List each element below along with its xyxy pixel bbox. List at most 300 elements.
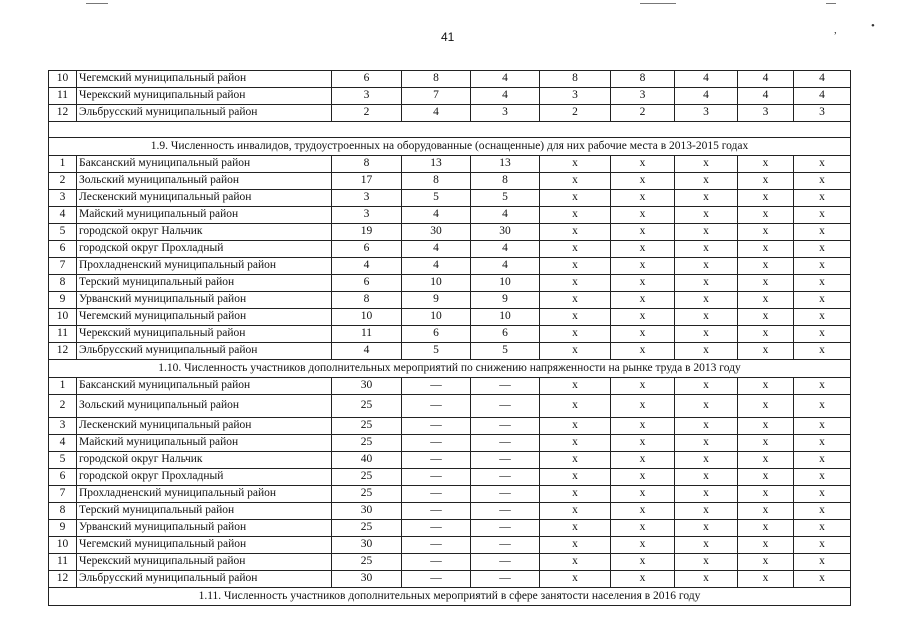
district-name: Зольский муниципальный район bbox=[77, 173, 332, 190]
value-cell: x bbox=[611, 241, 675, 258]
value-cell: 4 bbox=[471, 241, 540, 258]
value-cell: x bbox=[675, 537, 738, 554]
district-name: Черекский муниципальный район bbox=[77, 326, 332, 343]
value-cell: 13 bbox=[402, 156, 471, 173]
value-cell: 25 bbox=[332, 395, 402, 418]
value-cell: x bbox=[738, 309, 794, 326]
value-cell: 25 bbox=[332, 520, 402, 537]
value-cell: x bbox=[611, 343, 675, 360]
value-cell: x bbox=[540, 343, 611, 360]
value-cell: x bbox=[794, 571, 851, 588]
value-cell: 8 bbox=[471, 173, 540, 190]
value-cell: x bbox=[738, 207, 794, 224]
value-cell: 4 bbox=[738, 71, 794, 88]
value-cell: x bbox=[540, 309, 611, 326]
value-cell: 25 bbox=[332, 469, 402, 486]
value-cell: x bbox=[738, 292, 794, 309]
value-cell: 4 bbox=[794, 71, 851, 88]
table-row bbox=[49, 520, 851, 537]
value-cell: x bbox=[540, 395, 611, 418]
value-cell: x bbox=[611, 520, 675, 537]
row-number: 5 bbox=[49, 224, 77, 241]
row-number: 5 bbox=[49, 452, 77, 469]
value-cell: x bbox=[675, 554, 738, 571]
value-cell: x bbox=[675, 207, 738, 224]
value-cell: 30 bbox=[471, 224, 540, 241]
value-cell: x bbox=[738, 258, 794, 275]
value-cell: 11 bbox=[332, 326, 402, 343]
row-number: 1 bbox=[49, 156, 77, 173]
value-cell: x bbox=[675, 258, 738, 275]
value-cell: x bbox=[794, 452, 851, 469]
value-cell: 3 bbox=[794, 105, 851, 122]
value-cell: x bbox=[794, 207, 851, 224]
table-row bbox=[49, 326, 851, 343]
value-cell: x bbox=[675, 173, 738, 190]
value-cell: 10 bbox=[402, 275, 471, 292]
value-cell: x bbox=[540, 241, 611, 258]
value-cell: 40 bbox=[332, 452, 402, 469]
table-row bbox=[49, 173, 851, 190]
section-heading: 1.11. Численность участников дополнительных мероприятий в сфере занятости населения в 2016 году bbox=[49, 588, 851, 606]
table-row bbox=[49, 71, 851, 88]
table-row bbox=[49, 571, 851, 588]
value-cell: 4 bbox=[471, 207, 540, 224]
district-name: Чегемский муниципальный район bbox=[77, 537, 332, 554]
value-cell: — bbox=[471, 520, 540, 537]
value-cell: — bbox=[471, 395, 540, 418]
row-number: 4 bbox=[49, 435, 77, 452]
value-cell: x bbox=[675, 418, 738, 435]
section-heading-row bbox=[49, 588, 851, 606]
value-cell: x bbox=[794, 418, 851, 435]
value-cell: — bbox=[402, 554, 471, 571]
value-cell: x bbox=[540, 275, 611, 292]
table-row bbox=[49, 292, 851, 309]
value-cell: x bbox=[675, 343, 738, 360]
value-cell: x bbox=[738, 326, 794, 343]
value-cell: x bbox=[738, 435, 794, 452]
value-cell: 25 bbox=[332, 554, 402, 571]
table-row bbox=[49, 241, 851, 258]
row-number: 9 bbox=[49, 520, 77, 537]
value-cell: 13 bbox=[471, 156, 540, 173]
value-cell: x bbox=[675, 378, 738, 395]
table-row bbox=[49, 486, 851, 503]
value-cell: 8 bbox=[332, 156, 402, 173]
value-cell: x bbox=[540, 190, 611, 207]
value-cell: 4 bbox=[402, 258, 471, 275]
value-cell: x bbox=[540, 469, 611, 486]
table-row bbox=[49, 207, 851, 224]
value-cell: 5 bbox=[471, 190, 540, 207]
value-cell: x bbox=[540, 378, 611, 395]
value-cell: 2 bbox=[332, 105, 402, 122]
district-name: Урванский муниципальный район bbox=[77, 292, 332, 309]
value-cell: — bbox=[471, 418, 540, 435]
value-cell: x bbox=[611, 537, 675, 554]
value-cell: x bbox=[611, 452, 675, 469]
row-number: 8 bbox=[49, 275, 77, 292]
value-cell: x bbox=[611, 554, 675, 571]
value-cell: 10 bbox=[402, 309, 471, 326]
table-row bbox=[49, 190, 851, 207]
value-cell: x bbox=[540, 207, 611, 224]
value-cell: 6 bbox=[332, 241, 402, 258]
value-cell: x bbox=[738, 571, 794, 588]
value-cell: 4 bbox=[471, 258, 540, 275]
value-cell: — bbox=[402, 395, 471, 418]
value-cell: x bbox=[794, 378, 851, 395]
district-name: Майский муниципальный район bbox=[77, 207, 332, 224]
blank-cell bbox=[49, 122, 851, 138]
value-cell: — bbox=[471, 537, 540, 554]
value-cell: 3 bbox=[540, 88, 611, 105]
value-cell: x bbox=[611, 418, 675, 435]
value-cell: 9 bbox=[402, 292, 471, 309]
value-cell: x bbox=[540, 258, 611, 275]
value-cell: — bbox=[471, 554, 540, 571]
district-name: Чегемский муниципальный район bbox=[77, 71, 332, 88]
value-cell: x bbox=[738, 554, 794, 571]
value-cell: 30 bbox=[332, 571, 402, 588]
value-cell: 8 bbox=[402, 71, 471, 88]
value-cell: 5 bbox=[402, 343, 471, 360]
section-heading-row bbox=[49, 138, 851, 156]
value-cell: 8 bbox=[402, 173, 471, 190]
value-cell: 3 bbox=[332, 88, 402, 105]
district-name: Зольский муниципальный район bbox=[77, 395, 332, 418]
value-cell: x bbox=[738, 275, 794, 292]
table-row bbox=[49, 469, 851, 486]
value-cell: — bbox=[471, 435, 540, 452]
value-cell: x bbox=[738, 418, 794, 435]
value-cell: x bbox=[738, 486, 794, 503]
district-name: городской округ Прохладный bbox=[77, 241, 332, 258]
value-cell: x bbox=[738, 520, 794, 537]
row-number: 3 bbox=[49, 190, 77, 207]
value-cell: x bbox=[738, 173, 794, 190]
value-cell: 4 bbox=[675, 88, 738, 105]
value-cell: x bbox=[675, 452, 738, 469]
value-cell: x bbox=[738, 395, 794, 418]
table-row bbox=[49, 537, 851, 554]
value-cell: x bbox=[794, 275, 851, 292]
value-cell: x bbox=[738, 343, 794, 360]
value-cell: x bbox=[540, 571, 611, 588]
value-cell: 25 bbox=[332, 486, 402, 503]
value-cell: x bbox=[794, 503, 851, 520]
row-number: 12 bbox=[49, 105, 77, 122]
value-cell: 9 bbox=[471, 292, 540, 309]
table-row bbox=[49, 156, 851, 173]
value-cell: 10 bbox=[332, 309, 402, 326]
value-cell: 4 bbox=[738, 88, 794, 105]
district-name: Лескенский муниципальный район bbox=[77, 190, 332, 207]
value-cell: x bbox=[611, 395, 675, 418]
value-cell: 7 bbox=[402, 88, 471, 105]
row-number: 11 bbox=[49, 326, 77, 343]
table-row bbox=[49, 258, 851, 275]
value-cell: 5 bbox=[402, 190, 471, 207]
value-cell: 3 bbox=[675, 105, 738, 122]
value-cell: x bbox=[794, 224, 851, 241]
row-number: 11 bbox=[49, 554, 77, 571]
value-cell: x bbox=[675, 571, 738, 588]
value-cell: — bbox=[471, 452, 540, 469]
value-cell: 19 bbox=[332, 224, 402, 241]
table-row bbox=[49, 554, 851, 571]
table-row bbox=[49, 395, 851, 418]
value-cell: 4 bbox=[471, 71, 540, 88]
value-cell: x bbox=[675, 292, 738, 309]
value-cell: x bbox=[794, 520, 851, 537]
value-cell: 30 bbox=[402, 224, 471, 241]
value-cell: x bbox=[794, 395, 851, 418]
value-cell: 2 bbox=[611, 105, 675, 122]
blank-row bbox=[49, 122, 851, 138]
value-cell: 4 bbox=[332, 343, 402, 360]
value-cell: — bbox=[402, 469, 471, 486]
district-name: Чегемский муниципальный район bbox=[77, 309, 332, 326]
row-number: 7 bbox=[49, 258, 77, 275]
row-number: 8 bbox=[49, 503, 77, 520]
row-number: 10 bbox=[49, 71, 77, 88]
value-cell: x bbox=[611, 378, 675, 395]
value-cell: — bbox=[471, 378, 540, 395]
value-cell: x bbox=[675, 156, 738, 173]
value-cell: x bbox=[540, 452, 611, 469]
value-cell: x bbox=[675, 275, 738, 292]
value-cell: x bbox=[611, 224, 675, 241]
value-cell: x bbox=[675, 309, 738, 326]
value-cell: x bbox=[794, 190, 851, 207]
value-cell: 8 bbox=[332, 292, 402, 309]
value-cell: 25 bbox=[332, 435, 402, 452]
value-cell: x bbox=[611, 503, 675, 520]
value-cell: 4 bbox=[402, 241, 471, 258]
value-cell: x bbox=[675, 486, 738, 503]
value-cell: x bbox=[540, 326, 611, 343]
district-name: Баксанский муниципальный район bbox=[77, 378, 332, 395]
value-cell: 25 bbox=[332, 418, 402, 435]
table-row bbox=[49, 503, 851, 520]
value-cell: x bbox=[611, 275, 675, 292]
value-cell: 30 bbox=[332, 503, 402, 520]
district-name: Черекский муниципальный район bbox=[77, 88, 332, 105]
value-cell: x bbox=[738, 503, 794, 520]
value-cell: x bbox=[794, 554, 851, 571]
value-cell: x bbox=[675, 435, 738, 452]
table-row bbox=[49, 452, 851, 469]
value-cell: x bbox=[675, 395, 738, 418]
value-cell: 3 bbox=[332, 207, 402, 224]
table-row bbox=[49, 224, 851, 241]
value-cell: x bbox=[738, 224, 794, 241]
value-cell: x bbox=[611, 190, 675, 207]
value-cell: x bbox=[675, 326, 738, 343]
value-cell: — bbox=[471, 469, 540, 486]
value-cell: 4 bbox=[402, 207, 471, 224]
table-row bbox=[49, 309, 851, 326]
value-cell: — bbox=[402, 537, 471, 554]
value-cell: x bbox=[794, 241, 851, 258]
value-cell: x bbox=[540, 173, 611, 190]
value-cell: x bbox=[794, 258, 851, 275]
value-cell: x bbox=[675, 469, 738, 486]
value-cell: 6 bbox=[332, 275, 402, 292]
value-cell: x bbox=[540, 554, 611, 571]
value-cell: 6 bbox=[332, 71, 402, 88]
value-cell: x bbox=[794, 343, 851, 360]
value-cell: x bbox=[611, 207, 675, 224]
value-cell: 4 bbox=[402, 105, 471, 122]
value-cell: 2 bbox=[540, 105, 611, 122]
table-row bbox=[49, 105, 851, 122]
page-number: 41 bbox=[441, 30, 455, 44]
value-cell: x bbox=[794, 156, 851, 173]
district-name: Прохладненский муниципальный район bbox=[77, 486, 332, 503]
district-name: Майский муниципальный район bbox=[77, 435, 332, 452]
value-cell: 4 bbox=[332, 258, 402, 275]
value-cell: — bbox=[402, 418, 471, 435]
row-number: 10 bbox=[49, 309, 77, 326]
value-cell: x bbox=[611, 326, 675, 343]
value-cell: x bbox=[611, 309, 675, 326]
row-number: 6 bbox=[49, 241, 77, 258]
district-name: Эльбрусский муниципальный район bbox=[77, 105, 332, 122]
value-cell: 30 bbox=[332, 378, 402, 395]
value-cell: x bbox=[738, 452, 794, 469]
value-cell: x bbox=[794, 309, 851, 326]
value-cell: 17 bbox=[332, 173, 402, 190]
value-cell: x bbox=[611, 173, 675, 190]
value-cell: x bbox=[794, 537, 851, 554]
value-cell: 6 bbox=[402, 326, 471, 343]
value-cell: 10 bbox=[471, 275, 540, 292]
value-cell: x bbox=[675, 190, 738, 207]
value-cell: x bbox=[675, 503, 738, 520]
table-body bbox=[49, 71, 851, 606]
value-cell: — bbox=[402, 435, 471, 452]
value-cell: x bbox=[611, 486, 675, 503]
district-name: Лескенский муниципальный район bbox=[77, 418, 332, 435]
value-cell: x bbox=[540, 503, 611, 520]
value-cell: x bbox=[738, 378, 794, 395]
value-cell: 4 bbox=[471, 88, 540, 105]
value-cell: 8 bbox=[611, 71, 675, 88]
section-heading: 1.9. Численность инвалидов, трудоустроенных на оборудованные (оснащенные) для них рабочие места в 2013-2015 годах bbox=[49, 138, 851, 156]
value-cell: x bbox=[675, 224, 738, 241]
value-cell: — bbox=[402, 503, 471, 520]
value-cell: — bbox=[471, 503, 540, 520]
value-cell: 3 bbox=[738, 105, 794, 122]
value-cell: x bbox=[794, 469, 851, 486]
value-cell: x bbox=[738, 241, 794, 258]
district-name: городской округ Нальчик bbox=[77, 224, 332, 241]
value-cell: x bbox=[540, 537, 611, 554]
row-number: 1 bbox=[49, 378, 77, 395]
value-cell: x bbox=[675, 520, 738, 537]
section-heading: 1.10. Численность участников дополнительных мероприятий по снижению напряженности на рынке труда в 2013 году bbox=[49, 360, 851, 378]
value-cell: x bbox=[738, 156, 794, 173]
table-row bbox=[49, 275, 851, 292]
value-cell: x bbox=[540, 156, 611, 173]
row-number: 12 bbox=[49, 343, 77, 360]
row-number: 2 bbox=[49, 173, 77, 190]
section-heading-row bbox=[49, 360, 851, 378]
value-cell: — bbox=[402, 378, 471, 395]
value-cell: 3 bbox=[611, 88, 675, 105]
value-cell: 4 bbox=[794, 88, 851, 105]
value-cell: x bbox=[611, 156, 675, 173]
value-cell: — bbox=[471, 486, 540, 503]
district-name: городской округ Прохладный bbox=[77, 469, 332, 486]
value-cell: 8 bbox=[540, 71, 611, 88]
district-name: Баксанский муниципальный район bbox=[77, 156, 332, 173]
value-cell: x bbox=[738, 190, 794, 207]
district-name: Терский муниципальный район bbox=[77, 503, 332, 520]
row-number: 9 bbox=[49, 292, 77, 309]
table-row bbox=[49, 435, 851, 452]
value-cell: — bbox=[402, 520, 471, 537]
row-number: 3 bbox=[49, 418, 77, 435]
value-cell: x bbox=[611, 469, 675, 486]
value-cell: x bbox=[611, 292, 675, 309]
value-cell: x bbox=[540, 486, 611, 503]
row-number: 10 bbox=[49, 537, 77, 554]
value-cell: — bbox=[402, 571, 471, 588]
district-name: Черекский муниципальный район bbox=[77, 554, 332, 571]
value-cell: 3 bbox=[471, 105, 540, 122]
value-cell: 5 bbox=[471, 343, 540, 360]
value-cell: 10 bbox=[471, 309, 540, 326]
value-cell: x bbox=[540, 520, 611, 537]
row-number: 6 bbox=[49, 469, 77, 486]
value-cell: x bbox=[794, 173, 851, 190]
row-number: 12 bbox=[49, 571, 77, 588]
district-name: Эльбрусский муниципальный район bbox=[77, 343, 332, 360]
data-table bbox=[48, 70, 851, 606]
row-number: 4 bbox=[49, 207, 77, 224]
value-cell: x bbox=[611, 435, 675, 452]
district-name: Урванский муниципальный район bbox=[77, 520, 332, 537]
row-number: 7 bbox=[49, 486, 77, 503]
value-cell: x bbox=[794, 486, 851, 503]
value-cell: 4 bbox=[675, 71, 738, 88]
value-cell: 30 bbox=[332, 537, 402, 554]
value-cell: x bbox=[794, 326, 851, 343]
table-row bbox=[49, 343, 851, 360]
row-number: 2 bbox=[49, 395, 77, 418]
value-cell: x bbox=[540, 435, 611, 452]
value-cell: x bbox=[611, 258, 675, 275]
value-cell: — bbox=[471, 571, 540, 588]
district-name: Эльбрусский муниципальный район bbox=[77, 571, 332, 588]
value-cell: — bbox=[402, 486, 471, 503]
value-cell: x bbox=[540, 292, 611, 309]
value-cell: x bbox=[794, 292, 851, 309]
value-cell: 6 bbox=[471, 326, 540, 343]
value-cell: x bbox=[794, 435, 851, 452]
value-cell: 3 bbox=[332, 190, 402, 207]
value-cell: x bbox=[540, 418, 611, 435]
value-cell: x bbox=[675, 241, 738, 258]
value-cell: x bbox=[738, 469, 794, 486]
value-cell: x bbox=[540, 224, 611, 241]
district-name: Прохладненский муниципальный район bbox=[77, 258, 332, 275]
table-row bbox=[49, 418, 851, 435]
